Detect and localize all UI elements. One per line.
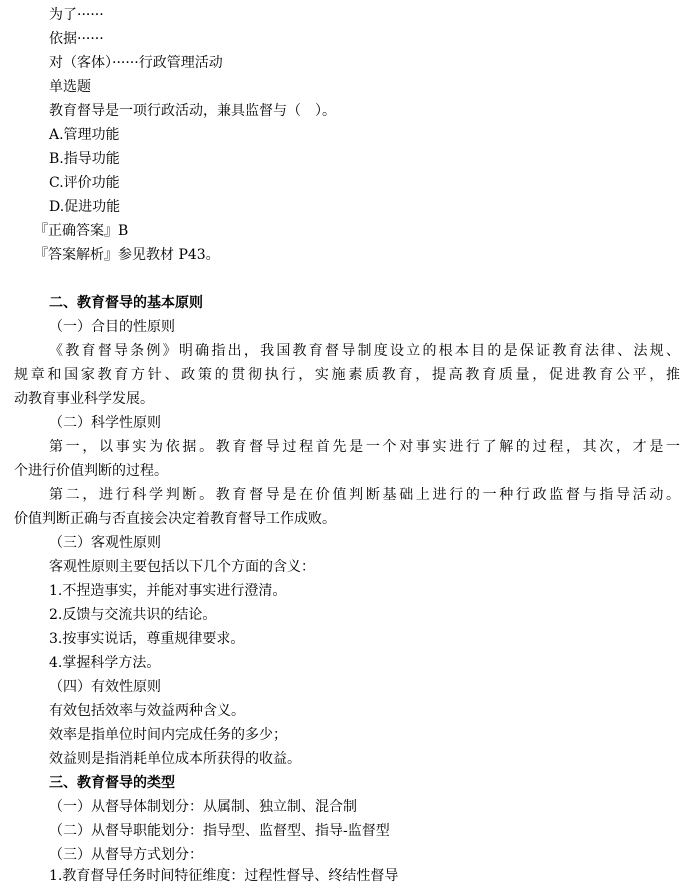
option-b: B.指导功能 xyxy=(49,151,120,167)
correct-answer: 『正确答案』B xyxy=(34,223,129,239)
list-item: 4.掌握科学方法。 xyxy=(49,655,161,671)
text-line: 为了······ xyxy=(49,7,104,23)
paragraph-line: 规章和国家教育方针、政策的贯彻执行，实施素质教育，提高教育质量，促进教育公平，推 xyxy=(14,367,680,383)
subsection-heading: （三）客观性原则 xyxy=(49,535,161,551)
paragraph-line: 《教育督导条例》明确指出，我国教育督导制度设立的根本目的是保证教育法律、法规、 xyxy=(49,343,680,359)
list-item: 1.教育督导任务时间特征维度：过程性督导、终结性督导 xyxy=(49,868,399,884)
option-c: C.评价功能 xyxy=(49,175,120,191)
paragraph-line: 个进行价值判断的过程。 xyxy=(14,463,168,479)
text-line: 依据······ xyxy=(49,31,104,47)
paragraph-line: 第一，以事实为依据。教育督导过程首先是一个对事实进行了解的过程，其次，才是一 xyxy=(49,439,680,455)
section-heading: 三、教育督导的类型 xyxy=(49,775,175,791)
paragraph-line: 动教育事业科学发展。 xyxy=(14,391,154,407)
list-item: （三）从督导方式划分： xyxy=(49,847,203,863)
paragraph-line: 效率是指单位时间内完成任务的多少； xyxy=(49,727,287,743)
list-item: 3.按事实说话，尊重规律要求。 xyxy=(49,631,245,647)
option-a: A.管理功能 xyxy=(49,127,120,143)
paragraph-line: 效益则是指消耗单位成本所获得的收益。 xyxy=(49,751,301,767)
subsection-heading: （二）科学性原则 xyxy=(49,415,161,431)
list-item: （一）从督导体制划分：从属制、独立制、混合制 xyxy=(49,799,357,815)
paragraph-line: 价值判断正确与否直接会决定着教育督导工作成败。 xyxy=(14,511,336,527)
subsection-heading: （一）合目的性原则 xyxy=(49,319,175,335)
text-line: 对（客体）······行政管理活动 xyxy=(49,55,223,71)
paragraph-line: 客观性原则主要包括以下几个方面的含义： xyxy=(49,559,315,575)
paragraph-line: 第二，进行科学判断。教育督导是在价值判断基础上进行的一种行政监督与指导活动。 xyxy=(49,487,680,503)
list-item: 1.不捏造事实，并能对事实进行澄清。 xyxy=(49,583,287,599)
list-item: 2.反馈与交流共识的结论。 xyxy=(49,607,217,623)
list-item: （二）从督导职能划分：指导型、监督型、指导-监督型 xyxy=(49,823,390,839)
subsection-heading: （四）有效性原则 xyxy=(49,679,161,695)
question-type-label: 单选题 xyxy=(49,79,91,95)
option-d: D.促进功能 xyxy=(49,199,121,215)
section-heading: 二、教育督导的基本原则 xyxy=(49,295,203,311)
answer-explanation: 『答案解析』参见教材 P43。 xyxy=(34,247,220,263)
paragraph-line: 有效包括效率与效益两种含义。 xyxy=(49,703,245,719)
question-stem: 教育督导是一项行政活动，兼具监督与（ ）。 xyxy=(49,103,336,119)
